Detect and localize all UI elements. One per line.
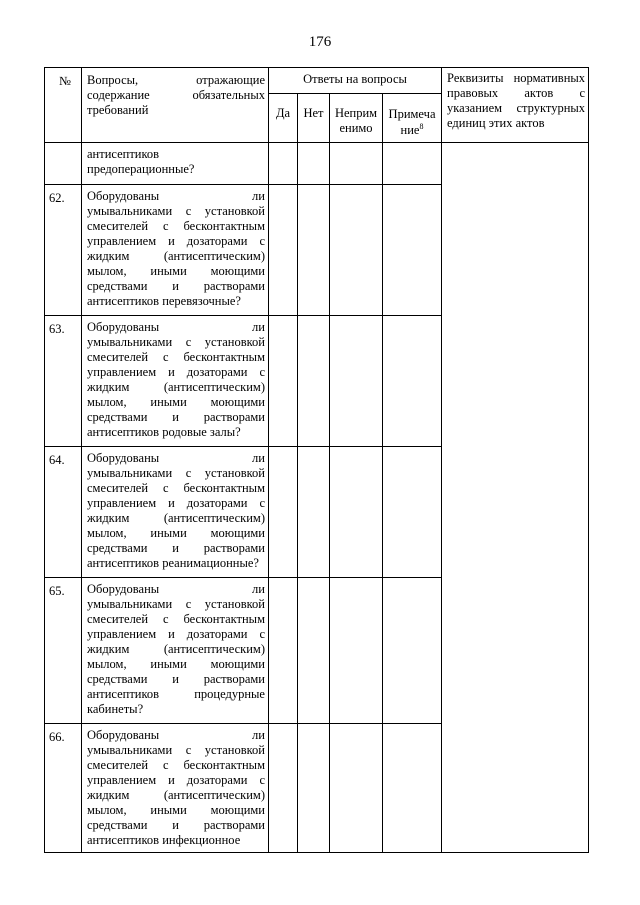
row-number: 62. <box>45 185 82 316</box>
row-question: Оборудованы ли умывальниками с установкой смесителей с бесконтактным управлением и дозаторами с жидким (антисептическим) мылом, иными моющими средствами и растворами антисептиков реанимационные? <box>82 447 269 578</box>
answer-note-cell[interactable] <box>383 578 442 724</box>
table-row <box>45 143 589 185</box>
header-yes: Да <box>269 94 298 143</box>
answer-note-cell[interactable] <box>383 447 442 578</box>
answer-no-cell[interactable] <box>298 447 330 578</box>
row-number <box>45 143 82 185</box>
answer-na-cell[interactable] <box>330 185 383 316</box>
answer-note-cell[interactable] <box>383 143 442 185</box>
answer-yes-cell[interactable] <box>269 185 298 316</box>
answer-yes-cell[interactable] <box>269 578 298 724</box>
answer-na-cell[interactable] <box>330 578 383 724</box>
answer-yes-cell[interactable] <box>269 724 298 853</box>
page-number: 176 <box>308 34 332 50</box>
header-questions: Вопросы, отражающие содержание обязательных требований <box>82 68 269 143</box>
header-requisites: Реквизиты нормативных правовых актов с указанием структурных единиц этих актов <box>442 68 589 143</box>
row-question: Оборудованы ли умывальниками с установкой смесителей с бесконтактным управлением и дозаторами с жидким (антисептическим) мылом, иными моющими средствами и растворами антисептиков перевязочные? <box>82 185 269 316</box>
row-number: 66. <box>45 724 82 853</box>
row-number: 64. <box>45 447 82 578</box>
row-question: Оборудованы ли умывальниками с установкой смесителей с бесконтактным управлением и дозаторами с жидким (антисептическим) мылом, иными моющими средствами и растворами антисептиков инфекционное <box>82 724 269 853</box>
header-answers: Ответы на вопросы <box>269 68 442 94</box>
answer-no-cell[interactable] <box>298 578 330 724</box>
header-not-applicable: Неприм енимо <box>330 94 383 143</box>
answer-no-cell[interactable] <box>298 185 330 316</box>
header-note: Примеча ние$^8$ <box>383 94 442 143</box>
header-num: № <box>45 68 82 143</box>
answer-yes-cell[interactable] <box>269 316 298 447</box>
answer-note-cell[interactable] <box>383 316 442 447</box>
answer-no-cell[interactable] <box>298 316 330 447</box>
row-question: антисептиков предоперационные? <box>82 143 269 185</box>
requisites-cell[interactable] <box>442 143 589 853</box>
row-question: Оборудованы ли умывальниками с установкой смесителей с бесконтактным управлением и дозаторами с жидким (антисептическим) мылом, иными моющими средствами и растворами антисептиков процедурные кабинеты? <box>82 578 269 724</box>
answer-yes-cell[interactable] <box>269 447 298 578</box>
checklist-table <box>44 67 589 853</box>
answer-na-cell[interactable] <box>330 447 383 578</box>
row-question: Оборудованы ли умывальниками с установкой смесителей с бесконтактным управлением и дозаторами с жидким (антисептическим) мылом, иными моющими средствами и растворами антисептиков родовые залы? <box>82 316 269 447</box>
answer-na-cell[interactable] <box>330 316 383 447</box>
answer-no-cell[interactable] <box>298 724 330 853</box>
answer-no-cell[interactable] <box>298 143 330 185</box>
row-number: 63. <box>45 316 82 447</box>
row-number: 65. <box>45 578 82 724</box>
answer-yes-cell[interactable] <box>269 143 298 185</box>
answer-note-cell[interactable] <box>383 724 442 853</box>
answer-na-cell[interactable] <box>330 724 383 853</box>
header-no: Нет <box>298 94 330 143</box>
answer-note-cell[interactable] <box>383 185 442 316</box>
answer-na-cell[interactable] <box>330 143 383 185</box>
